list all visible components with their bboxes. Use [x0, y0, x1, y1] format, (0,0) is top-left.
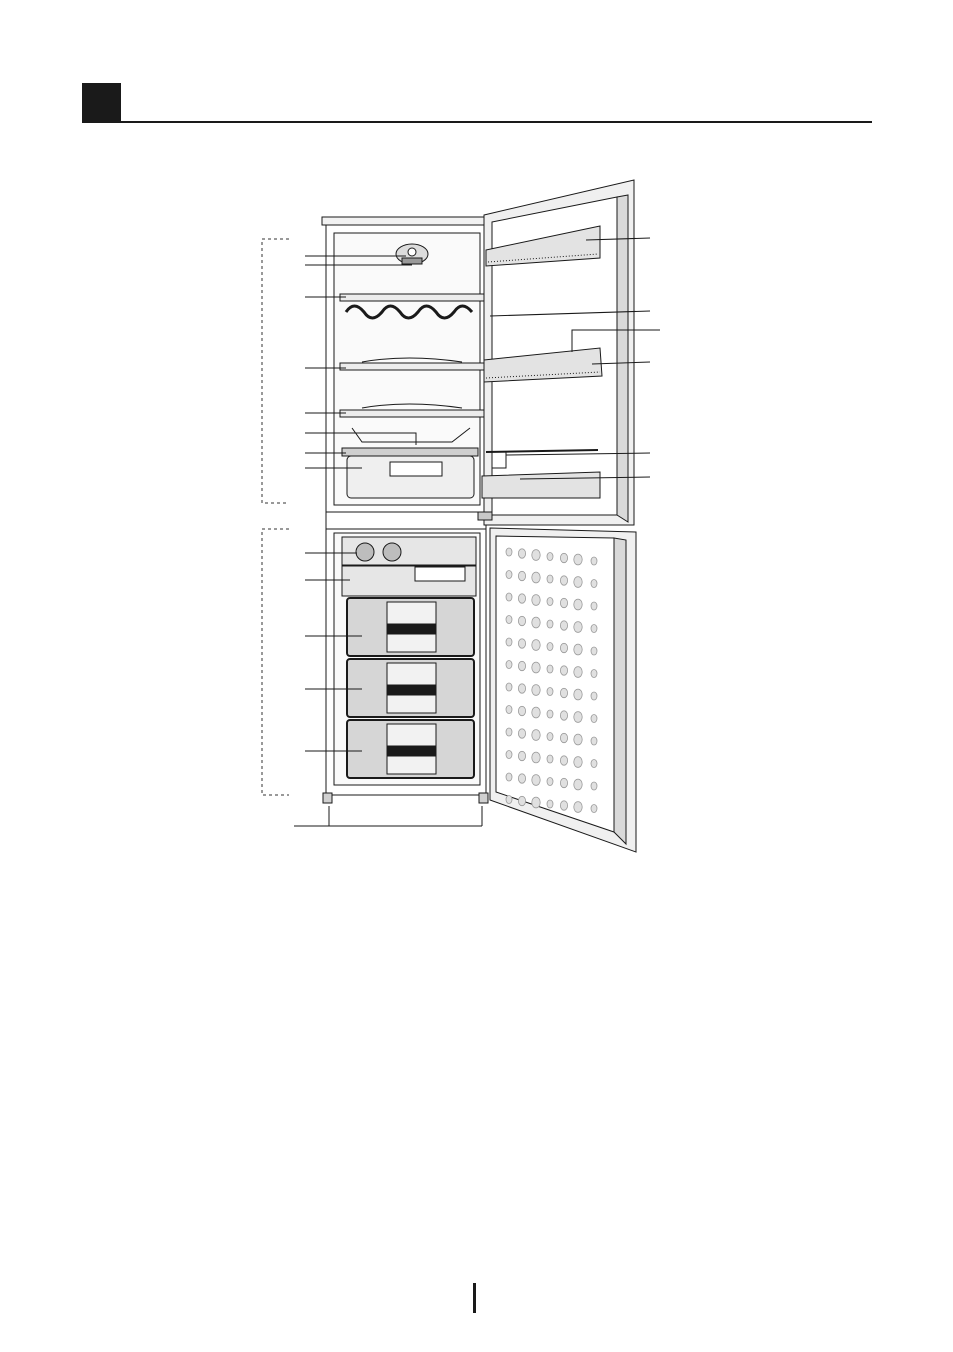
fridge-bracket — [262, 239, 289, 503]
door-dimple — [591, 625, 597, 633]
door-dimple — [506, 728, 512, 736]
door-dimple — [574, 644, 582, 655]
door-dimple — [574, 802, 582, 813]
door-dimple — [574, 577, 582, 588]
freezer-drawer-2 — [347, 659, 474, 717]
door-dimple — [518, 706, 525, 715]
door-dimple — [506, 548, 512, 556]
door-dimple — [591, 737, 597, 745]
door-dimple — [547, 800, 553, 808]
door-dimple — [591, 760, 597, 768]
door-dimple — [547, 643, 553, 651]
door-dimple — [574, 779, 582, 790]
door-dimple — [532, 640, 540, 651]
door-dimple — [560, 688, 567, 697]
door-dimple — [518, 796, 525, 805]
door-dimple — [518, 594, 525, 603]
freezer-bracket — [262, 529, 289, 795]
door-dimple — [518, 571, 525, 580]
door-dimple — [532, 550, 540, 561]
door-dimple — [574, 599, 582, 610]
door-dimple — [506, 593, 512, 601]
door-dimple — [518, 549, 525, 558]
door-dimple — [547, 620, 553, 628]
door-dimple — [591, 670, 597, 678]
freezer-drawer-3 — [347, 720, 474, 778]
page-marker — [473, 1283, 476, 1313]
door-dimple — [518, 639, 525, 648]
door-dimple — [574, 667, 582, 678]
door-dimple — [532, 595, 540, 606]
door-dimple — [560, 666, 567, 675]
door-dimple — [574, 554, 582, 565]
door-dimple — [560, 643, 567, 652]
door-dimple — [560, 576, 567, 585]
door-dimple — [506, 683, 512, 691]
door-dimple — [547, 778, 553, 786]
door-dimple — [574, 712, 582, 723]
freezer-door — [490, 528, 636, 852]
door-dimple — [591, 805, 597, 813]
door-dimple — [518, 729, 525, 738]
door-dimple — [591, 692, 597, 700]
door-dimple — [574, 757, 582, 768]
door-dimple — [591, 782, 597, 790]
door-dimple — [532, 752, 540, 763]
door-dimple — [506, 571, 512, 579]
door-dimple — [506, 773, 512, 781]
door-dimple — [506, 706, 512, 714]
door-dimple — [560, 778, 567, 787]
door-dimple — [591, 647, 597, 655]
door-dimple — [547, 553, 553, 561]
door-dimple — [560, 801, 567, 810]
door-dimple — [518, 661, 525, 670]
door-dimple — [506, 796, 512, 804]
door-dimple — [591, 602, 597, 610]
door-dimple — [547, 733, 553, 741]
door-dimple — [532, 662, 540, 673]
door-dimple — [506, 638, 512, 646]
door-dimple — [532, 730, 540, 741]
door-dimple — [547, 688, 553, 696]
door-dimple — [560, 553, 567, 562]
door-dimple — [532, 797, 540, 808]
door-dimple — [547, 755, 553, 763]
freezer-drawer-1 — [347, 598, 474, 656]
fridge-door — [478, 180, 634, 525]
door-dimple — [574, 689, 582, 700]
door-dimple — [560, 756, 567, 765]
door-dimple — [574, 734, 582, 745]
door-dimple — [560, 598, 567, 607]
door-dimple — [560, 733, 567, 742]
door-dimple — [560, 711, 567, 720]
door-dimple — [547, 575, 553, 583]
door-dimple — [591, 580, 597, 588]
door-dimple — [532, 572, 540, 583]
door-dimple — [547, 665, 553, 673]
door-dimple — [532, 707, 540, 718]
door-dimple — [518, 684, 525, 693]
door-dimple — [532, 775, 540, 786]
door-dimple — [560, 621, 567, 630]
feet-callout — [294, 806, 482, 826]
door-dimple — [591, 557, 597, 565]
door-dimple — [547, 710, 553, 718]
door-dimple — [532, 617, 540, 628]
door-dimple — [532, 685, 540, 696]
brackets — [262, 239, 289, 795]
door-dimple — [518, 774, 525, 783]
door-dimple — [547, 598, 553, 606]
door-dimple — [506, 751, 512, 759]
door-dimple — [591, 715, 597, 723]
door-dimple — [518, 751, 525, 760]
door-dimple — [518, 616, 525, 625]
door-dimple — [574, 622, 582, 633]
door-dimple — [506, 661, 512, 669]
door-dimple — [506, 616, 512, 624]
